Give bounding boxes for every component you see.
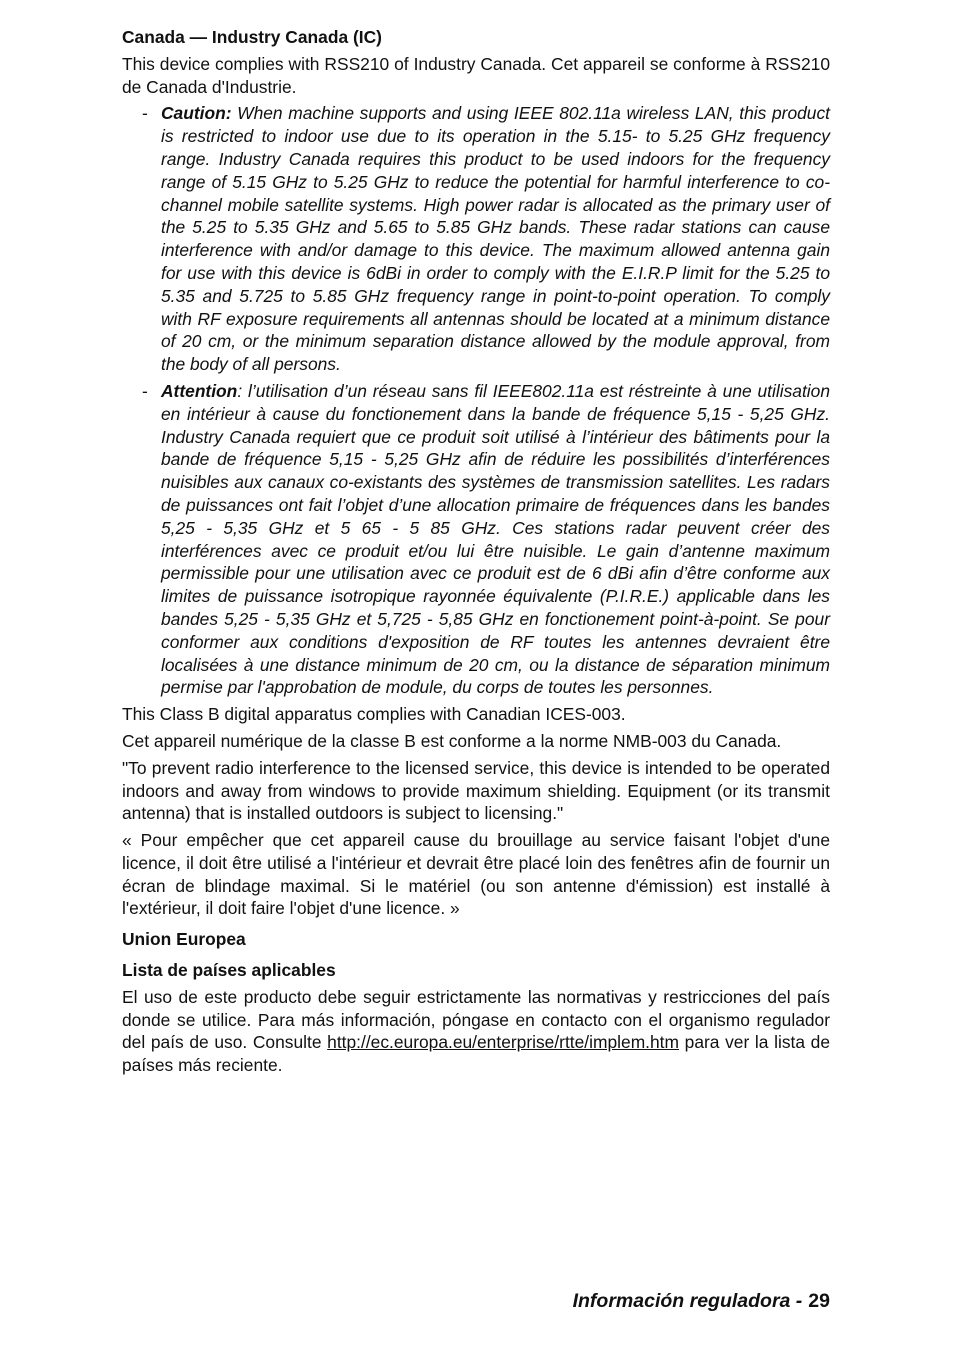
eu-text-before: El uso de este producto debe seguir estrictamente las normativas y restricciones del país donde se utilice. Para más información, póngase en contacto con el organismo regulador del país de uso. Consulte: [122, 986, 830, 1053]
caution-bullet: [122, 102, 830, 376]
eu-subheading: Lista de países aplicables: [122, 960, 336, 981]
bullet-dash: -: [142, 380, 148, 401]
eu-text-after: para ver la lista de países más reciente.: [122, 1032, 830, 1076]
caution-text: When machine supports and using IEEE 802.11a wireless LAN, this product is restricted to indoor use due to its operation in the 5.15- to 5.25 GHz frequency range. Industry Canada requires this product to be used indoors for the frequency range of 5.15 GHz to 5.25 GHz to reduce the potential for harmful interference to co-channel mobile satellite systems. High power radar is allocated as the primary user of the 5.25 to 5.35 GHz and 5.65 to 5.85 GHz bands. These radar stations can cause interference with and/or damage to this device. The maximum allowed antenna gain for use with this device is 6dBi in order to comply with the E.I.R.P limit for the 5.25 to 5.35 and 5.725 to 5.85 GHz frequency range in point-to-point operation. To comply with RF exposure requirements all antennas should be located at a minimum distance of 20 cm, or the minimum separation distance allowed by the module approval, from the body of all persons.: [161, 103, 830, 375]
canada-intro: This device complies with RSS210 of Industry Canada. Cet appareil se conforme à RSS210 de Canada d'Industrie.: [122, 53, 830, 97]
attention-bullet: [122, 380, 830, 699]
page-number: 29: [808, 1290, 830, 1312]
caution-label: Caution:: [161, 103, 232, 124]
page-footer: [573, 1290, 830, 1313]
page-content: [122, 26, 830, 1081]
footer-title: Información reguladora -: [572, 1290, 803, 1312]
attention-label: Attention: [161, 380, 238, 401]
bullet-dash: -: [142, 103, 148, 124]
class-b-fr: Cet appareil numérique de la classe B est conforme a la norme NMB-003 du Canada.: [122, 730, 782, 751]
eu-countries-link[interactable]: http://ec.europa.eu/enterprise/rtte/implem.htm: [327, 1032, 680, 1053]
attention-text: : l’utilisation d’un réseau sans fil IEEE802.11a est réstreinte à une utilisation en intérieur à cause du fonctionement dans la bande de fréquence 5,15 - 5,25 GHz. Industry Canada requiert que ce produit soit utilisé à l’intérieur des bâtiments pour la bande de fréquence 5,15 - 5,25 GHz afin de réduire les possibilités d’interférences nuisibles aux canaux co-existants des systèmes de transmission satellites. Les radars de puissances ont fait l’objet d’une allocation primaire de fréquences dans les bandes 5,25 - 5,35 GHz et 5 65 - 5 85 GHz. Ces stations radar peuvent créer des interférences avec ce produit et/ou lui être nuisible. Le gain d’antenne maximum permissible pour une utilisation avec ce produit est de 6 dBi afin d’être conforme aux limites de puissance isotropique rayonnée équivalente (P.I.R.E.) applicable dans les bandes 5,25 - 5,35 GHz et 5,725 - 5,85 GHz en fonctionement point-à-point. Se pour conformer aux conditions d'exposition de RF toutes les antennes devraient être localisées à une distance minimum de 20 cm, ou la distance de séparation minimum permise par l'approbation de module, du corps de toutes les personnes.: [161, 380, 830, 698]
eu-paragraph: [122, 986, 830, 1077]
eu-heading: Union Europea: [122, 929, 246, 950]
class-b-en: This Class B digital apparatus complies with Canadian ICES-003.: [122, 704, 626, 725]
licensed-fr: « Pour empêcher que cet appareil cause du brouillage au service faisant l'objet d'une licence, il doit être utilisé a l'intérieur et devrait être placé loin des fenêtres afin de fournir un écran de blindage maximal. Si le matériel (ou son antenne d'émission) est installé à l'extérieur, il doit faire l'objet d'une licence. »: [122, 830, 830, 919]
canada-heading: Canada — Industry Canada (IC): [122, 27, 382, 47]
licensed-en: "To prevent radio interference to the licensed service, this device is intended to be operated indoors and away from windows to provide maximum shielding. Equipment (or its transmit antenna) that is installed outdoors is subject to licensing.": [122, 757, 830, 824]
